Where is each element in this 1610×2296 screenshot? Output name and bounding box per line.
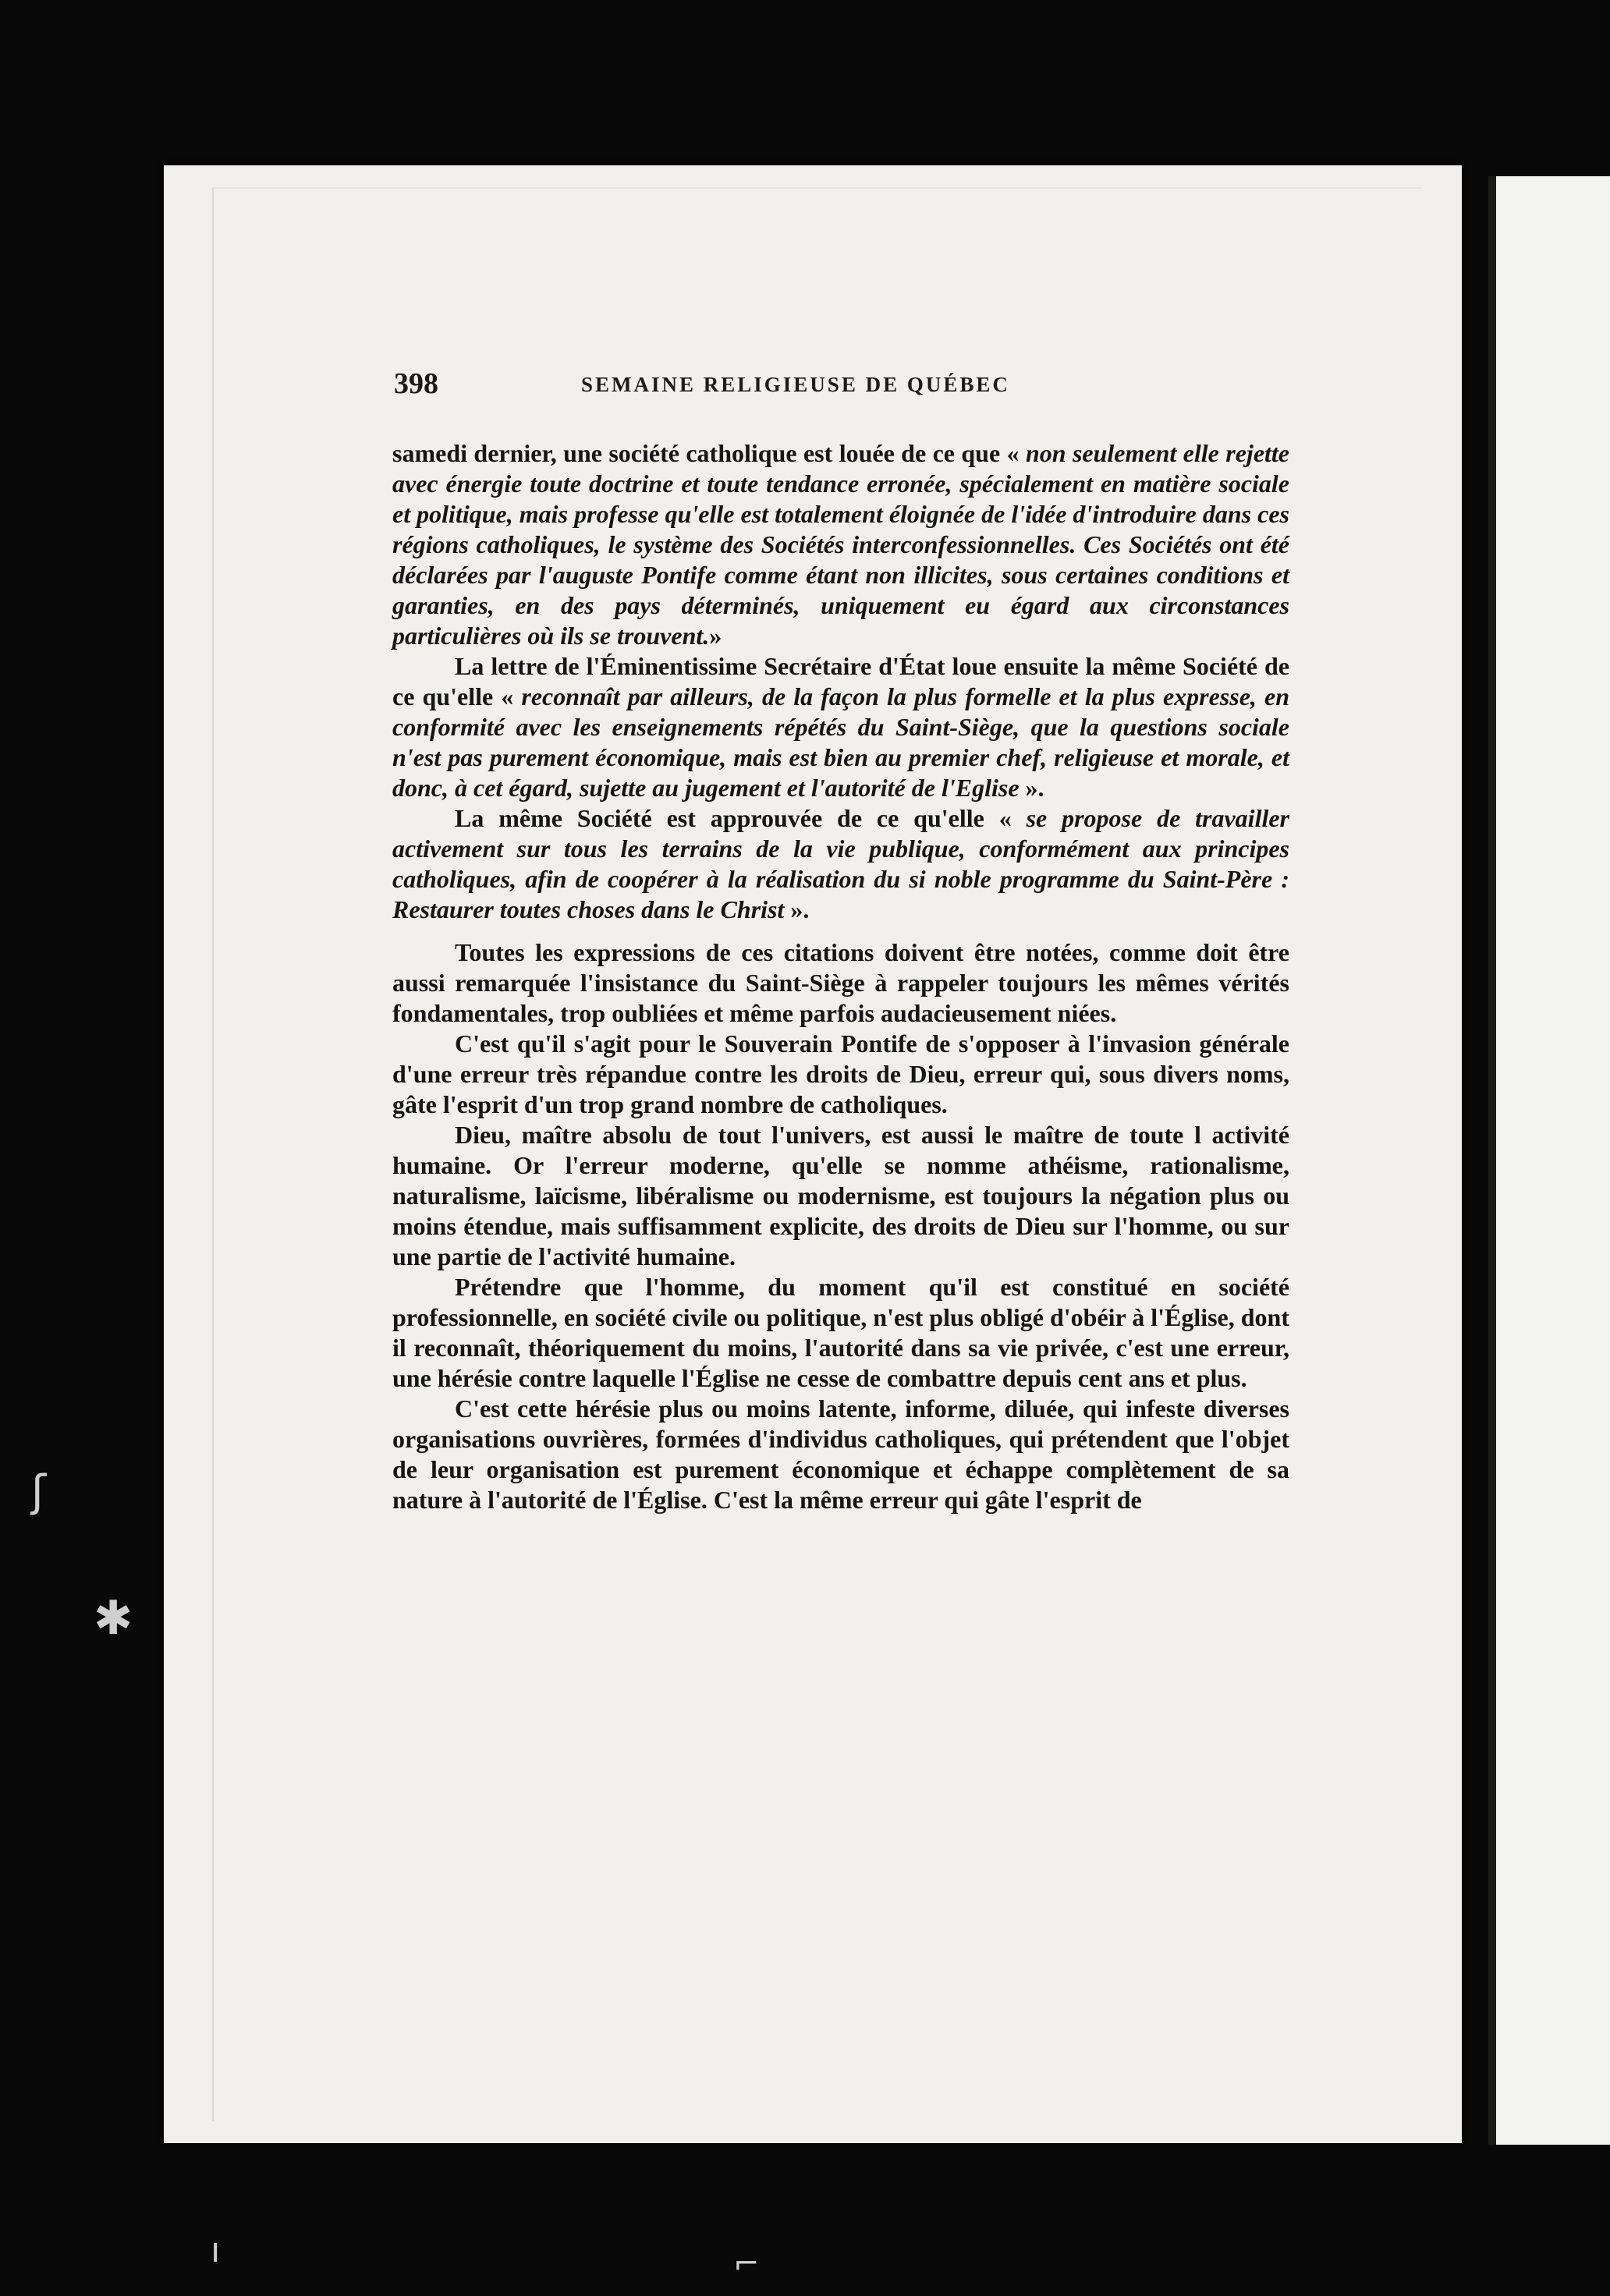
- paragraph-2-quote: reconnaît par ailleurs, de la façon la plus formelle et la plus expresse, en conformité avec les enseignements répétés du Saint-Siège, que la questions sociale n'est pas purement économique, mais est bien au premier chef, religieuse et morale, et donc, à cet égard, sujette au jugement et l'autorité de l'Eglise: [392, 682, 1290, 802]
- paragraph-3-close: ».: [784, 895, 810, 923]
- paragraph-5: C'est qu'il s'agit pour le Souverain Pontife de s'opposer à l'invasion générale d'une erreur très répandue contre les droits de Dieu, erreur qui, sous divers noms, gâte l'esprit d'un trop grand nombre de catholiques.: [392, 1029, 1289, 1118]
- paragraph-2-intro: La lettre de l'Éminentissime Secrétaire d'État loue ensuite la même Société de ce qu'elle «: [392, 652, 1289, 710]
- paragraph-1: [392, 438, 1289, 651]
- paragraph-6: Dieu, maître absolu de tout l'univers, est aussi le maître de toute l activité humaine. Or l'erreur moderne, qu'elle se nomme athéisme, rationalisme, naturalisme, laïcisme, libéralisme ou modernisme, est toujours la négation plus ou moins étendue, mais suffisamment explicite, des droits de Dieu sur l'homme, ou sur une partie de l'activité humaine.: [392, 1121, 1289, 1270]
- running-title: SEMAINE RELIGIEUSE DE QUÉBEC: [581, 373, 1010, 396]
- scan-mark-left: ʃ: [31, 1466, 46, 1517]
- paragraph-1-quote: non seulement elle rejette avec énergie toute doctrine et toute tendance erronée, spécialement en matière sociale et politique, mais professe qu'elle est totalement éloignée de l'idée d'introduire dans ces régions catholiques, le système des Sociétés interconfessionnelles. Ces Sociétés ont été déclarées par l'auguste Pontife comme étant non illicites, sous certaines conditions et garanties, en des pays déterminés, uniquement eu égard aux circonstances particulières où ils se trouvent.: [392, 439, 1290, 650]
- paragraph-4: Toutes les expressions de ces citations doivent être notées, comme doit être aussi remarquée l'insistance du Saint-Siège à rappeler toujours les mêmes vérités fondamentales, trop oubliées et même parfois audacieusement niées.: [392, 938, 1289, 1027]
- paragraph-7: Prétendre que l'homme, du moment qu'il est constitué en société professionnelle, en société civile ou politique, n'est plus obligé d'obéir à l'Église, dont il reconnaît, théoriquement du moins, l'autorité dans sa vie privée, c'est une erreur, une hérésie contre laquelle l'Église ne cesse de combattre depuis cent ans et plus.: [392, 1273, 1289, 1392]
- paragraph-1-intro: samedi dernier, une société catholique est louée de ce que «: [392, 439, 1026, 467]
- paragraph-3: [392, 803, 1289, 925]
- paragraph-2-close: ».: [1019, 774, 1044, 802]
- paragraph-2: [392, 651, 1289, 803]
- paragraph-3-intro: La même Société est approuvée de ce qu'elle «: [455, 804, 1027, 832]
- paragraph-1-close: »: [709, 622, 722, 650]
- scan-mark-bottom-left: ı: [211, 2230, 221, 2270]
- scan-mark-left-lower: ✱: [94, 1591, 133, 1646]
- body-text: [392, 438, 1289, 1515]
- scan-mark-bottom: ⌐: [733, 2246, 760, 2282]
- adjacent-page-edge: [1488, 176, 1610, 2145]
- paragraph-3-quote: se propose de travailler activement sur tous les terrains de la vie publique, conformément aux principes catholiques, afin de coopérer à la réalisation du si noble programme du Saint-Père : Restaurer toutes choses dans le Christ: [392, 804, 1290, 923]
- page-gutter: [1488, 176, 1496, 2145]
- page-number: 398: [394, 367, 438, 400]
- paragraph-8: C'est cette hérésie plus ou moins latente, informe, diluée, qui infeste diverses organisations ouvrières, formées d'individus catholiques, qui prétendent que l'objet de leur organisation est purement économique et échappe complètement de sa nature à l'autorité de l'Église. C'est la même erreur qui gâte l'esprit de: [392, 1394, 1289, 1514]
- running-header: [394, 367, 1291, 413]
